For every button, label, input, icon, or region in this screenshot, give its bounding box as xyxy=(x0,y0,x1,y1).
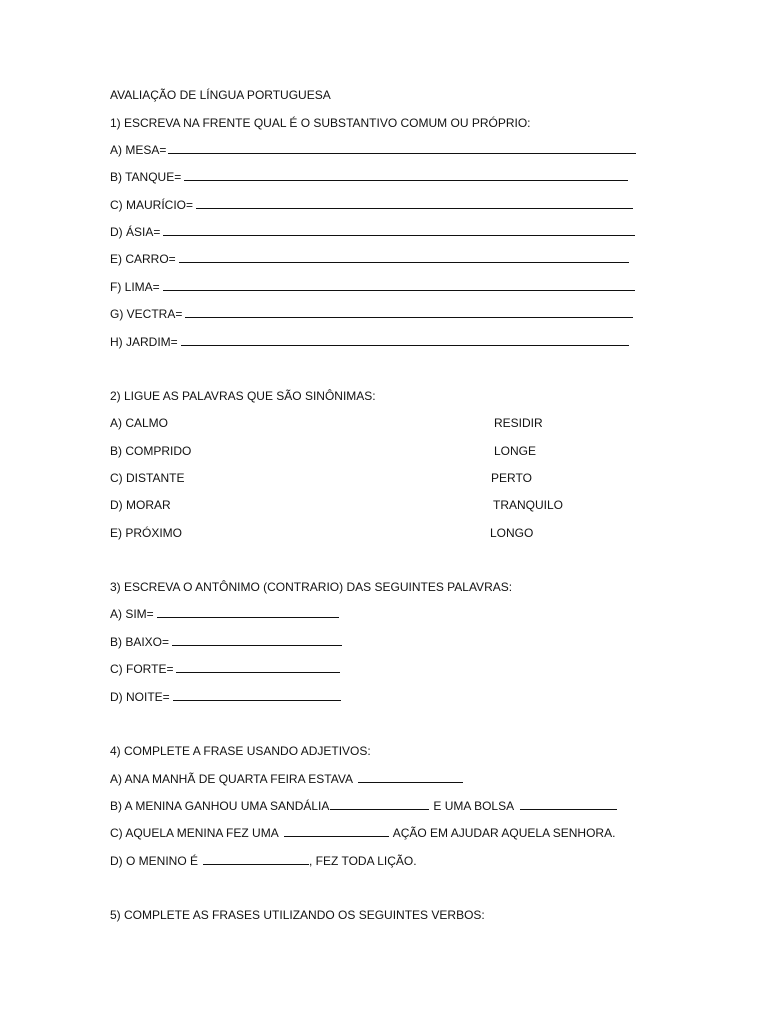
q1-item-b xyxy=(110,169,628,185)
q4-item-c-text-1: C) AQUELA MENINA FEZ UMA xyxy=(110,826,279,840)
q2-right-2: LONGE xyxy=(494,444,537,458)
q1-item-b-label: B) TANQUE= xyxy=(110,170,182,184)
answer-blank[interactable] xyxy=(358,771,463,783)
q1-item-e xyxy=(110,251,629,267)
answer-blank[interactable] xyxy=(179,251,629,263)
q1-item-f-label: F) LIMA= xyxy=(110,280,160,294)
q1-item-f xyxy=(110,279,635,295)
q2-left-a: A) CALMO xyxy=(110,416,169,430)
q1-item-c xyxy=(110,197,633,213)
q2-right-3: PERTO xyxy=(491,471,532,485)
q2-heading: 2) LIGUE AS PALAVRAS QUE SÃO SINÔNIMAS: xyxy=(110,389,376,403)
q4-item-c-text-2: AÇÃO EM AJUDAR AQUELA SENHORA. xyxy=(392,826,616,840)
q1-item-d-label: D) ÁSIA= xyxy=(110,225,161,239)
q4-item-d xyxy=(110,853,417,869)
q2-left-c: C) DISTANTE xyxy=(110,471,185,485)
answer-blank[interactable] xyxy=(181,334,629,346)
answer-blank[interactable] xyxy=(184,169,628,181)
q1-item-a xyxy=(110,142,636,158)
q3-item-d xyxy=(110,689,341,705)
answer-blank[interactable] xyxy=(203,853,309,865)
answer-blank[interactable] xyxy=(176,661,340,673)
q3-item-c xyxy=(110,661,340,677)
worksheet-title: AVALIAÇÃO DE LÍNGUA PORTUGUESA xyxy=(110,88,331,102)
q4-item-d-text-2: , FEZ TODA LIÇÃO. xyxy=(309,854,417,868)
q1-item-g xyxy=(110,306,633,322)
q4-item-b-text-1: B) A MENINA GANHOU UMA SANDÁLIA xyxy=(110,799,330,813)
q3-heading: 3) ESCREVA O ANTÔNIMO (CONTRARIO) DAS SEGUINTES PALAVRAS: xyxy=(110,580,513,594)
q1-item-d xyxy=(110,224,635,240)
answer-blank[interactable] xyxy=(284,825,389,837)
q1-item-c-label: C) MAURÍCIO= xyxy=(110,198,194,212)
q2-left-e: E) PRÓXIMO xyxy=(110,526,183,540)
q2-right-5: LONGO xyxy=(490,526,534,540)
q1-item-h xyxy=(110,334,629,350)
answer-blank[interactable] xyxy=(330,798,429,810)
answer-blank[interactable] xyxy=(185,306,633,318)
answer-blank[interactable] xyxy=(163,224,635,236)
q4-heading: 4) COMPLETE A FRASE USANDO ADJETIVOS: xyxy=(110,744,371,758)
q4-item-b-text-2: E UMA BOLSA xyxy=(433,799,515,813)
q1-item-h-label: H) JARDIM= xyxy=(110,335,178,349)
q1-item-a-label: A) MESA= xyxy=(110,143,167,157)
q1-heading: 1) ESCREVA NA FRENTE QUAL É O SUBSTANTIVO COMUM OU PRÓPRIO: xyxy=(110,116,531,130)
answer-blank[interactable] xyxy=(168,142,636,154)
q4-item-d-text-1: D) O MENINO É xyxy=(110,854,199,868)
q3-item-a-label: A) SIM= xyxy=(110,607,154,621)
q3-item-d-label: D) NOITE= xyxy=(110,690,170,704)
q3-item-c-label: C) FORTE= xyxy=(110,662,174,676)
q2-right-1: RESIDIR xyxy=(494,416,543,430)
answer-blank[interactable] xyxy=(196,197,633,209)
answer-blank[interactable] xyxy=(172,634,342,646)
q3-item-b xyxy=(110,634,342,650)
answer-blank[interactable] xyxy=(520,798,617,810)
q2-left-b: B) COMPRIDO xyxy=(110,444,192,458)
q2-left-d: D) MORAR xyxy=(110,498,171,512)
q2-right-4: TRANQUILO xyxy=(493,498,564,512)
q3-item-b-label: B) BAIXO= xyxy=(110,635,170,649)
q4-item-a xyxy=(110,771,463,787)
answer-blank[interactable] xyxy=(157,606,339,618)
q4-item-a-text: A) ANA MANHÃ DE QUARTA FEIRA ESTAVA xyxy=(110,772,353,786)
q5-heading: 5) COMPLETE AS FRASES UTILIZANDO OS SEGUINTES VERBOS: xyxy=(110,908,485,922)
answer-blank[interactable] xyxy=(173,689,341,701)
q3-item-a xyxy=(110,606,339,622)
q1-item-e-label: E) CARRO= xyxy=(110,252,176,266)
q1-item-g-label: G) VECTRA= xyxy=(110,307,183,321)
answer-blank[interactable] xyxy=(163,279,635,291)
q4-item-b xyxy=(110,798,617,814)
q4-item-c xyxy=(110,825,615,841)
